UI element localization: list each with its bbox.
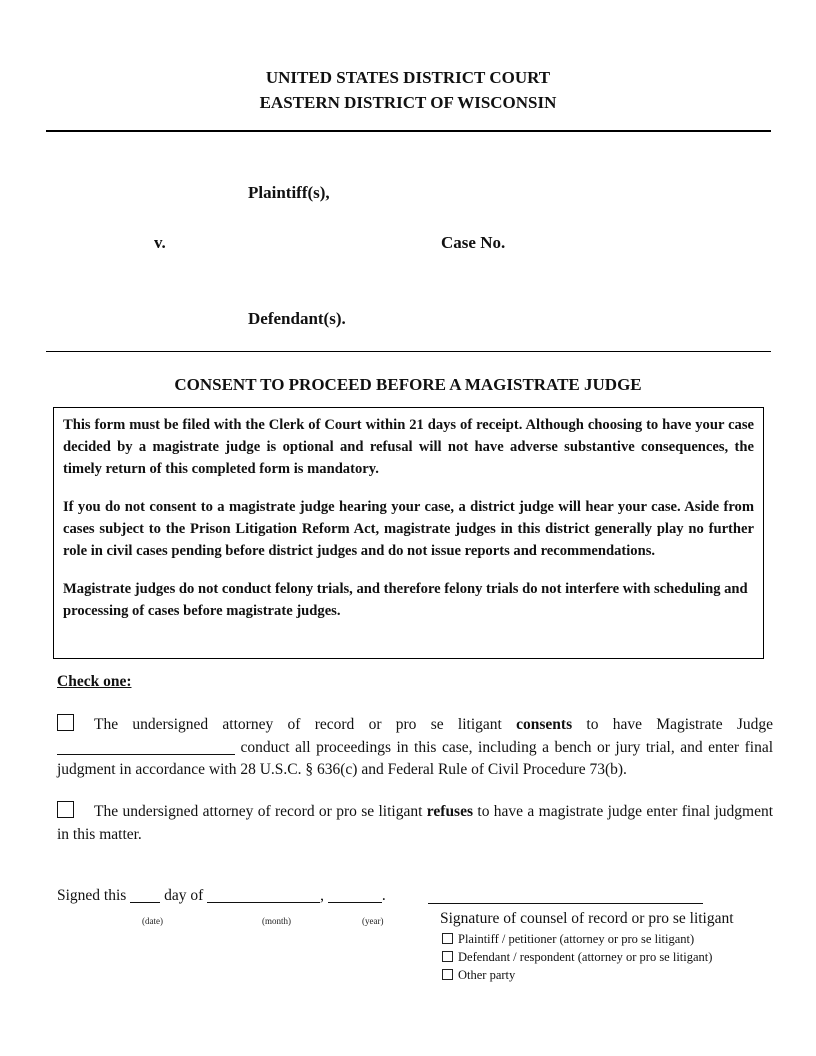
- role-plaintiff-checkbox[interactable]: [442, 933, 453, 944]
- refuse-text-rest: to have a magistrate judge enter final judgment in this matter.: [57, 803, 774, 843]
- role-plaintiff[interactable]: [442, 930, 694, 948]
- year-field[interactable]: [328, 887, 382, 903]
- consent-text-judge: to have Magistrate Judge: [586, 716, 774, 733]
- check-one-heading: Check one:: [57, 673, 132, 690]
- refuse-option: [57, 801, 773, 846]
- consent-keyword: consents: [516, 716, 573, 733]
- consent-option: [57, 714, 773, 782]
- role-defendant-label: Defendant / respondent (attorney or pro se litigant): [458, 950, 713, 964]
- plaintiff-label: Plaintiff(s),: [248, 183, 330, 202]
- role-other-checkbox[interactable]: [442, 969, 453, 980]
- consent-text-rest: conduct all proceedings in this case, including a bench or jury trial, and enter final judgment in accordance with 28 U.S.C. § 636(c) and Federal Rule of Civil Procedure 73(b).: [57, 738, 774, 778]
- signature-caption: Signature of counsel of record or pro se litigant: [440, 910, 734, 927]
- consent-checkbox[interactable]: [57, 714, 74, 731]
- caption-divider: [46, 351, 771, 352]
- date-caption: (date): [142, 916, 163, 926]
- year-caption: (year): [362, 916, 384, 926]
- refuse-checkbox[interactable]: [57, 801, 74, 818]
- date-field[interactable]: [130, 887, 160, 903]
- notice-paragraph-no-consent: If you do not consent to a magistrate judge hearing your case, a district judge will hear your case. Aside from cases subject to the Prison Litigation Reform Act, magistrate judges in this district generally play no further role in civil cases pending before district judges and do not issue reports and recommendations.: [63, 499, 754, 559]
- role-defendant[interactable]: [442, 948, 712, 966]
- notice-box: [53, 407, 764, 659]
- consent-text-intro: The undersigned attorney of record or pro se litigant: [94, 716, 502, 733]
- role-other-label: Other party: [458, 968, 516, 982]
- form-title: CONSENT TO PROCEED BEFORE A MAGISTRATE JUDGE: [174, 375, 642, 394]
- day-of-label: day of: [164, 887, 204, 904]
- case-number-label: Case No.: [441, 233, 506, 252]
- defendant-label: Defendant(s).: [248, 309, 346, 328]
- refuse-keyword: refuses: [426, 803, 474, 820]
- period: .: [381, 887, 386, 904]
- signed-date-line: [57, 887, 386, 905]
- signature-field[interactable]: [428, 888, 703, 904]
- signed-this-label: Signed this: [57, 887, 127, 904]
- comma: ,: [320, 887, 324, 904]
- role-plaintiff-label: Plaintiff / petitioner (attorney or pro se litigant): [458, 932, 695, 946]
- versus-label: v.: [154, 233, 166, 252]
- refuse-text-intro: The undersigned attorney of record or pro se litigant: [94, 803, 423, 820]
- magistrate-judge-name-field[interactable]: [57, 739, 235, 755]
- month-field[interactable]: [207, 887, 320, 903]
- court-district: EASTERN DISTRICT OF WISCONSIN: [259, 93, 557, 112]
- role-other[interactable]: [442, 966, 515, 984]
- court-name: UNITED STATES DISTRICT COURT: [265, 68, 551, 87]
- month-caption: (month): [262, 916, 291, 926]
- role-defendant-checkbox[interactable]: [442, 951, 453, 962]
- notice-paragraph-deadline: This form must be filed with the Clerk of Court within 21 days of receipt. Although choosing to have your case decided by a magistrate judge is optional and refusal will not have adverse substantive consequences, the timely return of this completed form is mandatory.: [63, 417, 754, 477]
- notice-paragraph-felony: Magistrate judges do not conduct felony trials, and therefore felony trials do not interfere with scheduling and processing of cases before magistrate judges.: [63, 581, 748, 619]
- header-divider: [46, 130, 771, 132]
